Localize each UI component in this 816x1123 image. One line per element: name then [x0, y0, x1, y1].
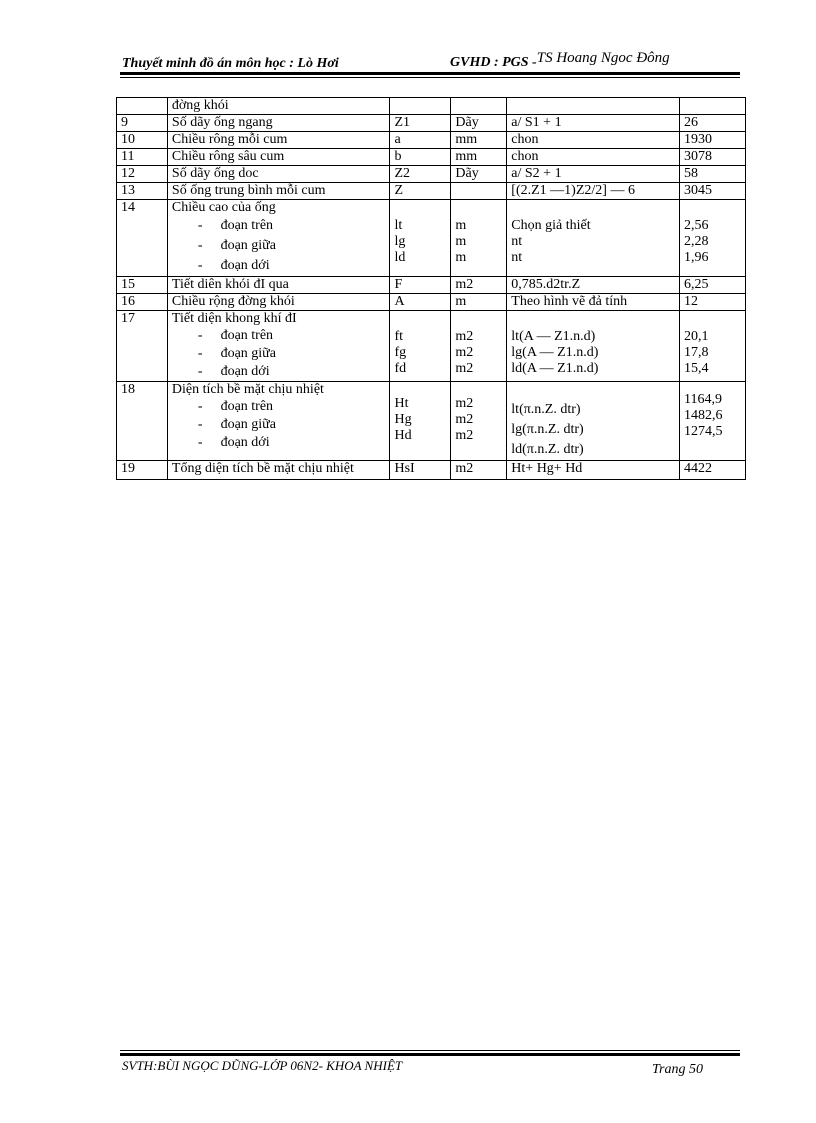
row-formula: Theo hình vẽ đả tính [507, 294, 680, 311]
row-symbol [390, 200, 451, 277]
row-name: Số dãy ống ngang [167, 115, 390, 132]
row-number: 9 [117, 115, 168, 132]
row-unit [451, 200, 507, 277]
table-row [117, 98, 746, 115]
row-symbol: b [390, 149, 451, 166]
row-unit [451, 98, 507, 115]
unit-item: m2 [455, 396, 474, 411]
row-name: Chiều rộng đờng khói [167, 294, 390, 311]
row-name: Số ống trung bình mỗi cum [167, 183, 390, 200]
supervisor-name: TS Hoang Ngoc Đông [536, 50, 670, 66]
row-symbol: F [390, 277, 451, 294]
row-unit: Dãy [451, 166, 507, 183]
row-formula: 0,785.d2tr.Z [507, 277, 680, 294]
row-formula [507, 200, 680, 277]
header-rule-thin [120, 77, 740, 78]
table-row [117, 115, 746, 132]
formula-item: nt [511, 250, 523, 265]
author-info: SVTH:BÙI NGỌC DŨNG-LỚP 06N2- KHOA NHIỆT [122, 1058, 403, 1073]
table-row [117, 166, 746, 183]
formula-item: lg(A — Z1.n.d) [511, 345, 599, 360]
formula-item: lt(A — Z1.n.d) [511, 329, 596, 344]
symbol-item: fd [394, 361, 407, 376]
row-unit: mm [451, 149, 507, 166]
sub-item: - đoạn giữa [172, 345, 386, 363]
row-symbol: HsI [390, 461, 451, 480]
row-number: 13 [117, 183, 168, 200]
row-name: đờng khói [167, 98, 390, 115]
row-title: Chiều cao của ống [171, 200, 276, 215]
unit-item: m2 [455, 412, 474, 427]
row-formula [507, 382, 680, 461]
row-unit [451, 311, 507, 382]
row-value: 3045 [680, 183, 746, 200]
row-number: 16 [117, 294, 168, 311]
row-formula [507, 98, 680, 115]
row-number: 18 [117, 382, 168, 461]
row-value: 4422 [680, 461, 746, 480]
row-name [167, 382, 390, 461]
row-name [167, 200, 390, 277]
row-number: 14 [117, 200, 168, 277]
symbol-item: Hd [394, 428, 412, 443]
calculation-table [116, 97, 746, 480]
value-item: 2,56 [684, 218, 709, 233]
formula-item: ld(A — Z1.n.d) [511, 361, 599, 376]
value-item: 1482,6 [684, 408, 723, 423]
row-number [117, 98, 168, 115]
formula-item: ld(π.n.Z. dtr) [511, 442, 584, 457]
sub-item: - đoạn dới [172, 434, 386, 452]
row-title: Tiết diện khong khí đI [171, 311, 297, 326]
row-symbol: Z1 [390, 115, 451, 132]
sub-item: - đoạn trên [172, 398, 386, 416]
row-value [680, 200, 746, 277]
symbol-item: lg [394, 234, 406, 249]
row-formula: Ht+ Hg+ Hd [507, 461, 680, 480]
row-name: Chiều rông mỗi cum [167, 132, 390, 149]
row-value [680, 382, 746, 461]
symbol-item: lt [394, 218, 403, 233]
value-item: 20,1 [684, 329, 709, 344]
table-row [117, 461, 746, 480]
row-value [680, 311, 746, 382]
table-row [117, 311, 746, 382]
row-name: Tiết diên khói đI qua [167, 277, 390, 294]
row-name: Số dãy ống doc [167, 166, 390, 183]
supervisor [450, 50, 670, 71]
table-row [117, 132, 746, 149]
row-unit: Dãy [451, 115, 507, 132]
row-symbol [390, 311, 451, 382]
row-value: 3078 [680, 149, 746, 166]
symbol-item: Hg [394, 412, 412, 427]
table-row [117, 200, 746, 277]
row-formula [507, 311, 680, 382]
symbol-item: ft [394, 329, 404, 344]
row-number: 12 [117, 166, 168, 183]
sub-item: - đoạn trên [172, 327, 386, 345]
footer-rule-thin [120, 1050, 740, 1051]
unit-item: m2 [455, 329, 474, 344]
row-formula: a/ S2 + 1 [507, 166, 680, 183]
formula-item: Chọn giả thiết [511, 218, 591, 233]
symbol-item: ld [394, 250, 406, 265]
formula-item: lt(π.n.Z. dtr) [511, 402, 581, 417]
row-number: 15 [117, 277, 168, 294]
row-name: Chiều rông sâu cum [167, 149, 390, 166]
row-value: 1930 [680, 132, 746, 149]
row-number: 19 [117, 461, 168, 480]
row-unit: m2 [451, 277, 507, 294]
row-symbol: A [390, 294, 451, 311]
table-row [117, 294, 746, 311]
row-value: 26 [680, 115, 746, 132]
row-value: 6,25 [680, 277, 746, 294]
table-row [117, 149, 746, 166]
value-item: 15,4 [684, 361, 709, 376]
value-item: 1274,5 [684, 424, 723, 439]
row-unit [451, 183, 507, 200]
value-item: 1164,9 [684, 392, 722, 407]
sub-item: - đoạn giữa [172, 236, 386, 256]
unit-item: m2 [455, 361, 474, 376]
row-name [167, 311, 390, 382]
unit-item: m [455, 218, 467, 233]
row-value: 12 [680, 294, 746, 311]
formula-item: lg(π.n.Z. dtr) [511, 422, 584, 437]
value-item: 1,96 [684, 250, 709, 265]
row-symbol: Z [390, 183, 451, 200]
sub-item: - đoạn dới [172, 363, 386, 381]
row-formula: [(2.Z1 —1)Z2/2] — 6 [507, 183, 680, 200]
page-number: Trang 50 [652, 1062, 703, 1077]
row-number: 11 [117, 149, 168, 166]
unit-item: m2 [455, 345, 474, 360]
row-unit: m2 [451, 461, 507, 480]
row-value [680, 98, 746, 115]
row-symbol: Z2 [390, 166, 451, 183]
row-unit [451, 382, 507, 461]
value-item: 17,8 [684, 345, 709, 360]
table-row [117, 382, 746, 461]
row-symbol: a [390, 132, 451, 149]
unit-item: m [455, 234, 467, 249]
unit-item: m [455, 250, 467, 265]
table-row [117, 183, 746, 200]
sub-item: - đoạn dới [172, 256, 386, 276]
page-header [120, 50, 740, 72]
supervisor-label: GVHD : PGS - [450, 55, 537, 70]
symbol-item: fg [394, 345, 407, 360]
symbol-item: Ht [394, 396, 409, 411]
row-number: 17 [117, 311, 168, 382]
footer-rule [120, 1053, 740, 1056]
sub-item: - đoạn trên [172, 216, 386, 236]
row-value: 58 [680, 166, 746, 183]
row-formula: a/ S1 + 1 [507, 115, 680, 132]
row-name: Tổng diện tích bề mặt chịu nhiệt [167, 461, 390, 480]
header-rule [120, 72, 740, 75]
value-item: 2,28 [684, 234, 709, 249]
row-formula: chon [507, 149, 680, 166]
table-row [117, 277, 746, 294]
unit-item: m2 [455, 428, 474, 443]
document-title: Thuyết minh đồ án môn học : Lò Hơi [122, 56, 339, 71]
row-formula: chon [507, 132, 680, 149]
row-title: Diện tích bề mặt chịu nhiệt [171, 382, 324, 397]
row-number: 10 [117, 132, 168, 149]
row-unit: m [451, 294, 507, 311]
row-symbol [390, 382, 451, 461]
row-unit: mm [451, 132, 507, 149]
row-symbol [390, 98, 451, 115]
sub-item: - đoạn giữa [172, 416, 386, 434]
formula-item: nt [511, 234, 523, 249]
